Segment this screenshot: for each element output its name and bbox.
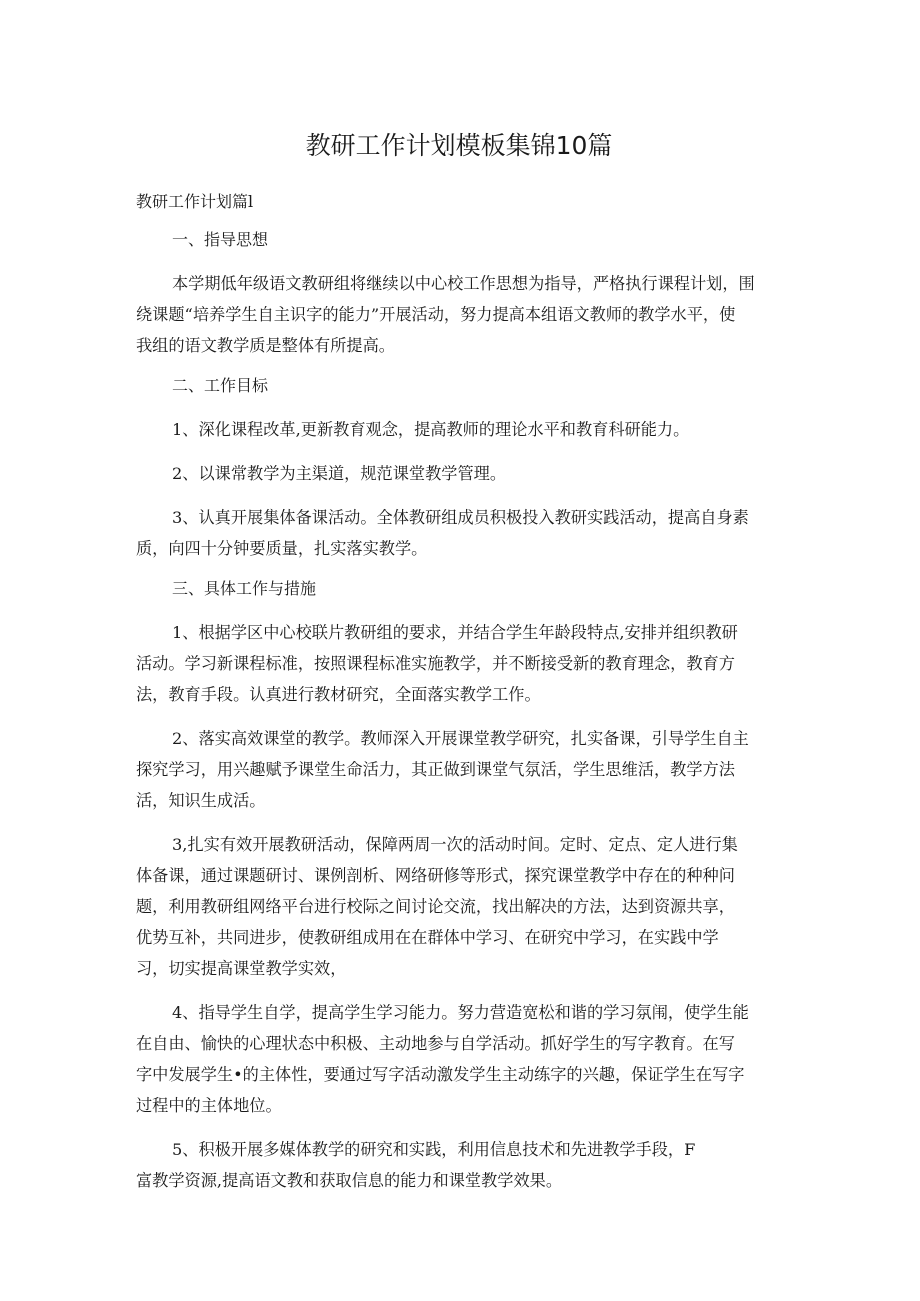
document-subtitle: 教研工作计划篇l <box>136 192 254 211</box>
paragraph-line: 习，切实提高课堂教学实效， <box>136 959 347 978</box>
paragraph-line: 3,扎实有效开展教研活动，保障两周一次的活动时间。定时、定点、定人进行集 <box>172 835 738 854</box>
paragraph-line: 3、认真开展集体备课活动。全体教研组成员积极投入教研实践活动，提高自身素 <box>172 508 749 527</box>
paragraph-line: 富教学资源,提高语文教和获取信息的能力和课堂教学效果。 <box>136 1171 563 1190</box>
paragraph-line: 活动。学习新课程标准，按照课程标准实施教学，并不断接受新的教育理念，教育方 <box>136 654 735 673</box>
page-title: 教研工作计划模板集锦10篇 <box>305 131 613 160</box>
paragraph <box>136 1134 782 1196</box>
paragraph-line: 过程中的主体地位。 <box>136 1096 282 1115</box>
paragraph-line: 字中发展学生•的主体性，要通过写字活动激发学生主动练字的兴趣，保证学生在写字 <box>136 1065 745 1084</box>
paragraph <box>136 414 782 445</box>
document-body <box>136 228 782 1196</box>
paragraph-line: 优势互补，共同进步，使教研组成用在在群体中学习、在研究中学习，在实践中学 <box>136 928 719 947</box>
paragraph <box>136 268 782 361</box>
paragraph-line: 5、积极开展多媒体教学的研究和实践，利用信息技术和先进教学手段，F <box>172 1140 696 1159</box>
paragraph <box>136 997 782 1121</box>
paragraph-line: 1、深化课程改革,更新教育观念，提高教师的理论水平和教育科研能力。 <box>172 420 690 439</box>
section-heading: 二、工作目标 <box>172 376 269 395</box>
paragraph <box>136 502 782 564</box>
paragraph-line: 我组的语文教学质是整体有所提高。 <box>136 336 395 355</box>
section-heading: 三、具体工作与措施 <box>172 579 317 598</box>
section-heading: 一、指导思想 <box>172 230 269 249</box>
paragraph-line: 体备课，通过课题研讨、课例剖析、网络研修等形式，探究课堂教学中存在的种种问 <box>136 866 735 885</box>
paragraph <box>136 723 782 816</box>
paragraph-line: 本学期低年级语文教研组将继续以中心校工作思想为指导，严格执行课程计划，围 <box>172 274 755 293</box>
paragraph-line: 题，利用教研组网络平台进行校际之间讨论交流，找出解决的方法，达到资源共享， <box>136 897 735 916</box>
paragraph <box>136 458 782 489</box>
paragraph-line: 绕课题“培养学生自主识字的能力”开展活动，努力提高本组语文教师的教学水平，使 <box>136 305 736 324</box>
paragraph-line: 2、以课常教学为主渠道，规范课堂教学管理。 <box>172 464 507 483</box>
paragraph-line: 1、根据学区中心校联片教研组的要求，并结合学生年龄段特点,安排并组织教研 <box>172 623 738 642</box>
paragraph-line: 在自由、愉快的心理状态中积极、主动地参与自学活动。抓好学生的写字教育。在写 <box>136 1034 735 1053</box>
paragraph-line: 法，教育手段。认真进行教材研究，全面落实教学工作。 <box>136 685 541 704</box>
paragraph-line: 4、指导学生自学，提高学生学习能力。努力营造宽松和谐的学习氛闱，使学生能 <box>172 1003 749 1022</box>
paragraph-line: 活，知识生成活。 <box>136 791 266 810</box>
paragraph-line: 2、落实高效课堂的教学。教师深入开展课堂教学研究，扎实备课，引导学生自主 <box>172 729 749 748</box>
paragraph <box>136 617 782 710</box>
paragraph <box>136 829 782 984</box>
paragraph-line: 探究学习，用兴趣赋予课堂生命活力，其正做到课堂气氛活，学生思维活，教学方法 <box>136 760 735 779</box>
paragraph-line: 质，向四十分钟要质量，扎实落实教学。 <box>136 539 428 558</box>
